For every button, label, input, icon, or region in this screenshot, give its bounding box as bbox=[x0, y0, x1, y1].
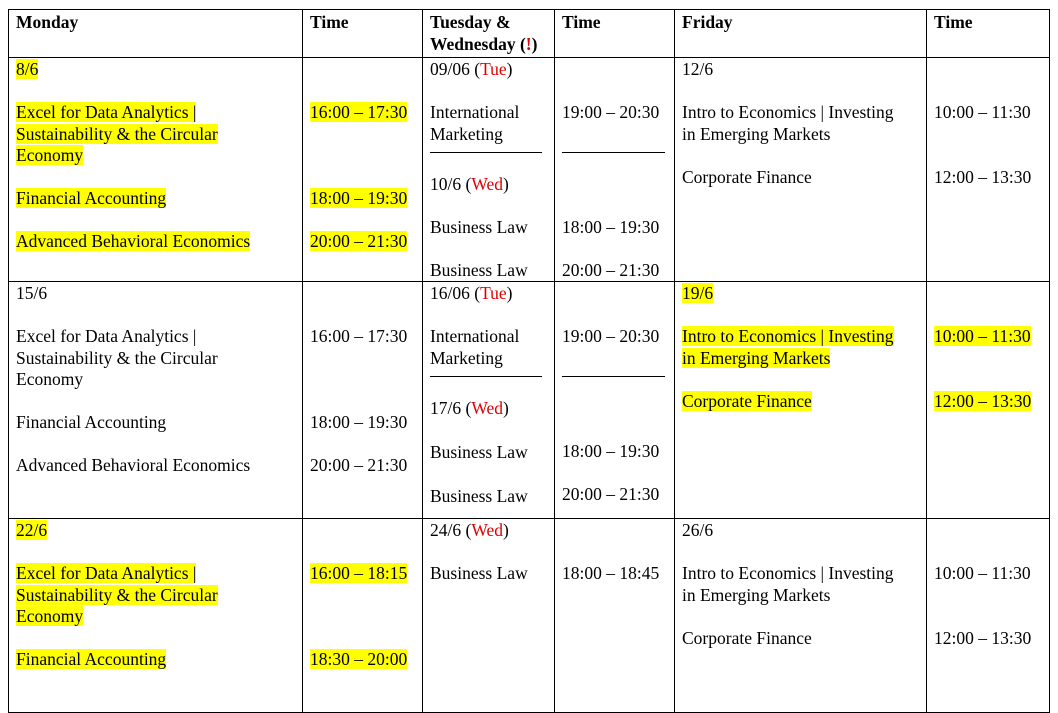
friday-date: 12/6 bbox=[682, 59, 714, 79]
wednesday-date: 17/6 ( bbox=[430, 397, 472, 418]
day-wed-label: Wed bbox=[471, 173, 503, 194]
header-friday: Friday bbox=[675, 10, 927, 58]
monday-date: 22/6 bbox=[16, 520, 48, 540]
course-name: in Emerging Markets bbox=[682, 347, 831, 368]
header-time-monday: Time bbox=[303, 10, 423, 58]
course-name: Business Law bbox=[430, 441, 528, 462]
week-row-1 bbox=[9, 58, 1050, 282]
course-name: Intro to Economics | Investing bbox=[682, 326, 894, 346]
time-slot: 20:00 – 21:30 bbox=[562, 483, 660, 504]
monday-cell-week3 bbox=[9, 519, 303, 713]
tuewed-cell-week3 bbox=[423, 519, 555, 713]
course-name: Business Law bbox=[430, 485, 528, 506]
time-slot: 18:00 – 19:30 bbox=[562, 440, 660, 461]
tuewed-cell-week2 bbox=[423, 282, 555, 519]
course-name: Excel for Data Analytics | bbox=[16, 326, 197, 346]
course-name: Economy bbox=[16, 606, 84, 626]
date-close: ) bbox=[502, 173, 509, 194]
tuewed-time-cell-week1 bbox=[555, 58, 675, 282]
date-close: ) bbox=[502, 520, 509, 540]
header-tuewed-line1: Tuesday & bbox=[430, 12, 511, 32]
week-row-3 bbox=[9, 519, 1050, 713]
header-tuewed-close: ) bbox=[531, 33, 538, 54]
course-name: Corporate Finance bbox=[682, 390, 812, 411]
friday-date: 19/6 bbox=[682, 283, 714, 303]
course-name: Sustainability & the Circular bbox=[16, 584, 218, 605]
course-name: Excel for Data Analytics | bbox=[16, 563, 197, 583]
wednesday-date: 24/6 ( bbox=[430, 520, 472, 540]
time-slot: 10:00 – 11:30 bbox=[934, 563, 1031, 583]
friday-time-cell-week2 bbox=[927, 282, 1050, 519]
divider bbox=[430, 376, 542, 377]
course-name: Marketing bbox=[430, 347, 503, 368]
friday-cell-week1 bbox=[675, 58, 927, 282]
friday-cell-week2 bbox=[675, 282, 927, 519]
monday-date: 8/6 bbox=[16, 59, 39, 79]
course-name: Economy bbox=[16, 369, 84, 389]
time-slot: 10:00 – 11:30 bbox=[934, 326, 1031, 346]
header-tuesday-wednesday bbox=[423, 10, 555, 58]
course-name: Intro to Economics | Investing bbox=[682, 563, 894, 583]
time-slot: 12:00 – 13:30 bbox=[934, 627, 1032, 648]
course-name: Sustainability & the Circular bbox=[16, 123, 218, 144]
time-slot: 20:00 – 21:30 bbox=[310, 231, 408, 251]
date-close: ) bbox=[506, 283, 513, 303]
course-name: International bbox=[430, 326, 520, 346]
header-monday: Monday bbox=[9, 10, 303, 58]
date-close: ) bbox=[506, 59, 513, 79]
week-row-2 bbox=[9, 282, 1050, 519]
time-slot: 18:00 – 19:30 bbox=[310, 188, 408, 208]
time-slot: 16:00 – 17:30 bbox=[310, 102, 408, 122]
time-slot: 18:30 – 20:00 bbox=[310, 649, 408, 669]
course-name: Business Law bbox=[430, 216, 528, 237]
course-name: Business Law bbox=[430, 259, 528, 280]
time-slot: 16:00 – 17:30 bbox=[310, 326, 408, 346]
monday-time-cell-week1 bbox=[303, 58, 423, 282]
tuewed-cell-week1 bbox=[423, 58, 555, 282]
divider bbox=[562, 376, 665, 377]
monday-cell-week1 bbox=[9, 58, 303, 282]
tuesday-date: 16/06 ( bbox=[430, 283, 481, 303]
time-slot: 19:00 – 20:30 bbox=[562, 102, 660, 122]
course-name: Corporate Finance bbox=[682, 627, 812, 648]
course-name: Economy bbox=[16, 145, 84, 165]
course-name: Financial Accounting bbox=[16, 649, 167, 669]
course-name: Advanced Behavioral Economics bbox=[16, 231, 251, 251]
friday-cell-week3 bbox=[675, 519, 927, 713]
day-tue-label: Tue bbox=[480, 283, 507, 303]
course-name: in Emerging Markets bbox=[682, 584, 831, 605]
time-slot: 18:00 – 18:45 bbox=[562, 563, 660, 583]
day-wed-label: Wed bbox=[471, 397, 503, 418]
friday-date: 26/6 bbox=[682, 520, 714, 540]
course-name: Marketing bbox=[430, 123, 503, 144]
time-slot: 10:00 – 11:30 bbox=[934, 102, 1031, 122]
course-name: Financial Accounting bbox=[16, 412, 167, 432]
course-name: Financial Accounting bbox=[16, 188, 167, 208]
schedule-table bbox=[8, 9, 1050, 713]
divider bbox=[562, 152, 665, 153]
time-slot: 20:00 – 21:30 bbox=[310, 455, 408, 475]
course-name: Intro to Economics | Investing bbox=[682, 102, 894, 122]
tuewed-time-cell-week2 bbox=[555, 282, 675, 519]
monday-date: 15/6 bbox=[16, 283, 48, 303]
time-slot: 18:00 – 19:30 bbox=[310, 412, 408, 432]
time-slot: 19:00 – 20:30 bbox=[562, 326, 660, 346]
divider bbox=[430, 152, 542, 153]
header-time-friday: Time bbox=[927, 10, 1050, 58]
course-name: Business Law bbox=[430, 563, 528, 583]
date-close: ) bbox=[502, 397, 509, 418]
tuewed-time-cell-week3 bbox=[555, 519, 675, 713]
monday-time-cell-week2 bbox=[303, 282, 423, 519]
course-name: International bbox=[430, 102, 520, 122]
wednesday-date: 10/6 ( bbox=[430, 173, 472, 194]
course-name: Corporate Finance bbox=[682, 166, 812, 187]
friday-time-cell-week1 bbox=[927, 58, 1050, 282]
time-slot: 20:00 – 21:30 bbox=[562, 259, 660, 280]
day-tue-label: Tue bbox=[480, 59, 507, 79]
header-exclamation: ! bbox=[525, 33, 532, 54]
monday-time-cell-week3 bbox=[303, 519, 423, 713]
time-slot: 12:00 – 13:30 bbox=[934, 390, 1032, 411]
day-wed-label: Wed bbox=[471, 520, 503, 540]
course-name: Sustainability & the Circular bbox=[16, 347, 218, 368]
course-name: in Emerging Markets bbox=[682, 123, 831, 144]
header-row bbox=[9, 10, 1050, 58]
header-time-tuewed: Time bbox=[555, 10, 675, 58]
course-name: Advanced Behavioral Economics bbox=[16, 455, 251, 475]
monday-cell-week2 bbox=[9, 282, 303, 519]
header-tuewed-line2: Wednesday ( bbox=[430, 33, 526, 54]
time-slot: 12:00 – 13:30 bbox=[934, 166, 1032, 187]
course-name: Excel for Data Analytics | bbox=[16, 102, 197, 122]
time-slot: 18:00 – 19:30 bbox=[562, 216, 660, 237]
friday-time-cell-week3 bbox=[927, 519, 1050, 713]
tuesday-date: 09/06 ( bbox=[430, 59, 481, 79]
time-slot: 16:00 – 18:15 bbox=[310, 563, 408, 583]
